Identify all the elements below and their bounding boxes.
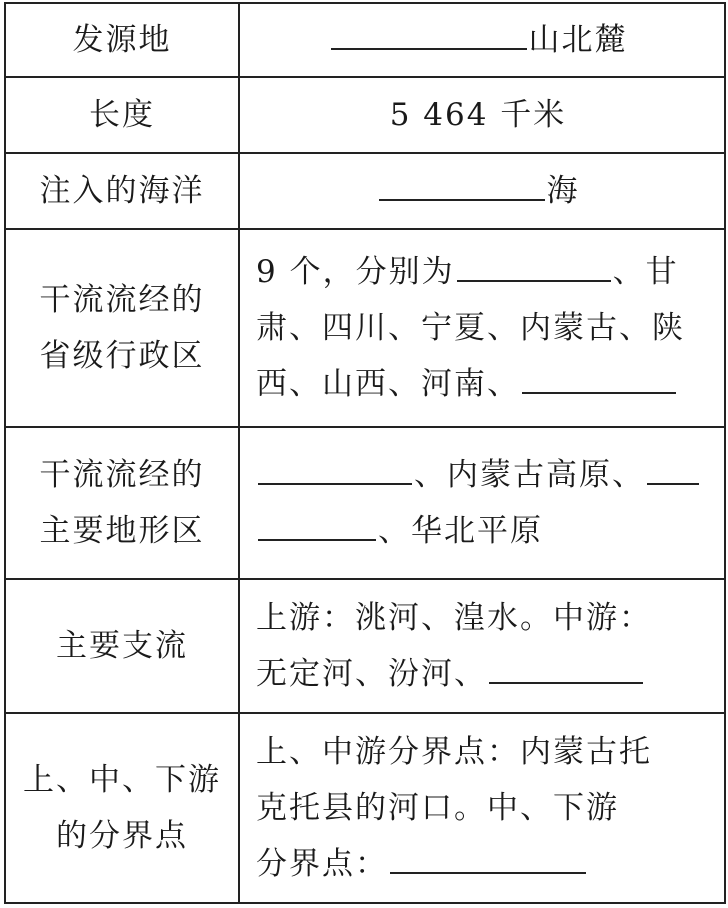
label-length-text: 长度 <box>89 97 155 133</box>
blank-sea[interactable] <box>379 165 545 201</box>
provinces-line3 <box>256 356 716 412</box>
length-value: 5 464 千米 <box>389 97 567 133</box>
blank-source-mountain[interactable] <box>331 14 527 50</box>
blank-province-last[interactable] <box>522 358 676 394</box>
label-terrain-line1: 干流流经的 <box>39 457 205 493</box>
sea-suffix: 海 <box>546 173 580 209</box>
boundaries-line1: 上、中游分界点：内蒙古托 <box>256 734 652 770</box>
label-terrain-line2: 主要地形区 <box>39 513 205 549</box>
provinces-line1 <box>256 244 716 300</box>
value-source <box>239 3 725 77</box>
row-sea <box>5 153 725 229</box>
value-terrain <box>239 427 725 579</box>
label-boundaries-line1: 上、中、下游 <box>23 762 221 798</box>
provinces-text-4: 西、山西、河南、 <box>256 366 520 402</box>
row-terrain <box>5 427 725 579</box>
label-terrain <box>5 427 239 579</box>
tributaries-text-2: 无定河、汾河、 <box>256 656 487 692</box>
label-source-text: 发源地 <box>72 22 172 58</box>
blank-boundary-mid-lower[interactable] <box>390 838 586 874</box>
row-source <box>5 3 725 77</box>
label-provinces-line1: 干流流经的 <box>39 282 205 318</box>
terrain-line1 <box>256 447 716 503</box>
label-tributaries <box>5 579 239 713</box>
boundaries-text-3: 分界点： <box>256 846 388 882</box>
label-sea <box>5 153 239 229</box>
row-boundaries <box>5 713 725 903</box>
provinces-line2: 肃、四川、宁夏、内蒙古、陕 <box>256 310 685 346</box>
label-sea-text: 注入的海洋 <box>39 173 205 209</box>
row-tributaries <box>5 579 725 713</box>
label-tributaries-text: 主要支流 <box>56 628 188 664</box>
label-length <box>5 77 239 153</box>
label-boundaries-line2: 的分界点 <box>56 818 188 854</box>
blank-terrain-second-part2[interactable] <box>258 505 376 541</box>
value-boundaries <box>239 713 725 903</box>
river-info-table <box>4 2 726 904</box>
label-provinces <box>5 229 239 427</box>
blank-terrain-first[interactable] <box>258 449 412 485</box>
provinces-text-2: 、甘 <box>612 254 679 290</box>
row-provinces <box>5 229 725 427</box>
terrain-text-1: 、内蒙古高原、 <box>414 457 645 493</box>
row-length <box>5 77 725 153</box>
blank-tributary[interactable] <box>489 648 643 684</box>
label-boundaries <box>5 713 239 903</box>
source-suffix: 山北麓 <box>528 22 628 58</box>
value-tributaries <box>239 579 725 713</box>
value-sea <box>239 153 725 229</box>
terrain-line2 <box>256 503 716 559</box>
tributaries-line1: 上游：洮河、湟水。中游： <box>256 600 652 636</box>
label-provinces-line2: 省级行政区 <box>39 338 205 374</box>
blank-province-first[interactable] <box>457 246 611 282</box>
value-length <box>239 77 725 153</box>
boundaries-line2: 克托县的河口。中、下游 <box>256 790 619 826</box>
blank-terrain-second-part1[interactable] <box>647 449 699 485</box>
terrain-text-2: 、华北平原 <box>378 513 543 549</box>
provinces-text-1: 9 个，分别为 <box>256 254 455 290</box>
label-source <box>5 3 239 77</box>
tributaries-line2 <box>256 646 716 702</box>
boundaries-line3 <box>256 836 716 892</box>
value-provinces <box>239 229 725 427</box>
